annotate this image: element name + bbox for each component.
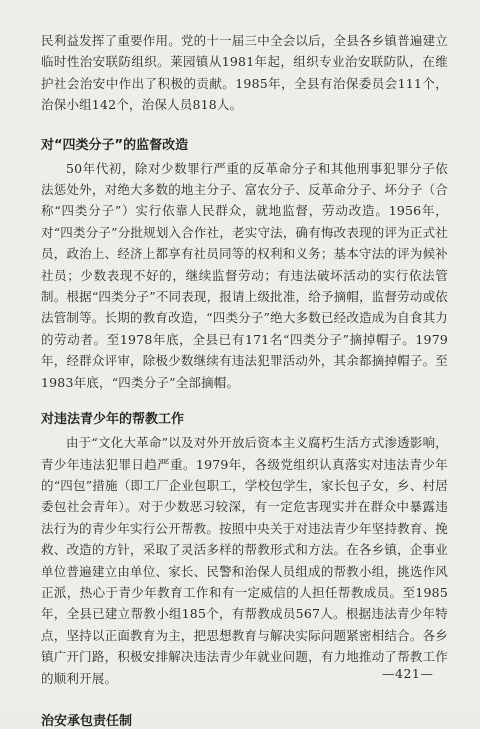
page-content: [41, 30, 448, 729]
heading-public-security-responsibility: 治安承包责任制: [41, 713, 133, 729]
four-types-paragraph: 50年代初，除对少数罪行严重的反革命分子和其他刑事犯罪分子依法惩处外，对绝大多数的地主分子、富农分子、反革命分子、坏分子（合称“四类分子”）实行依靠人民群众，就地监督，劳动改造。1956年，对“四类分子”分批规划入合作社，老实守法，确有悔改表现的评为正式社员，政治上、经济上都享有社员同等的权利和义务；基本守法的评为候补社员；少数表现不好的，继续监督劳动；有违法破坏活动的实行依法管制。根据“四类分子”不同表现，报请上级批准，给予摘帽，监督劳动或依法管制等。长期的教育改造，“四类分子”绝大多数已经改造成为自食其力的劳动者。至1978年底，全县已有171名“四类分子”摘掉帽子。1979年，经群众评审，除极少数继续有违法犯罪活动外，其余都摘掉帽子。至1983年底，“四类分子”全部摘帽。: [41, 160, 448, 390]
intro-paragraph: 民利益发挥了重要作用。党的十一届三中全会以后，全县各乡镇普遍建立临时性治安联防组织。莱园镇从1981年起，组织专业治安联防队，在维护社会治安中作出了积极的贡献。1985年，全县有治保委员会111个，治保小组142个，治保人员818人。: [41, 33, 448, 113]
heading-youth-education: 对违法青少年的帮教工作: [41, 412, 185, 428]
heading-four-types-supervision: 对“四类分子”的监督改造: [41, 137, 189, 153]
page-number: —421—: [382, 666, 434, 681]
youth-education-paragraph: 由于“文化大革命”以及对外开放后资本主义腐朽生活方式渗透影响，青少年违法犯罪日趋严重。1979年，各级党组织认真落实对违法青少年的“四包”措施（即工厂企业包职工，学校包学生，家长包子女，乡、村居委包社会青年）。对于少数恶习较深，有一定危害现实并在群众中暴露违法行为的青少年实行公开帮教。按照中央关于对违法青少年坚持教育、挽救、改造的方针，采取了灵活多样的帮教形式和方法。在各乡镇，企事业单位普遍建立由单位、家长、民警和治保人员组成的帮教小组，挑选作风正派，热心于青少年教育工作和有一定威信的人担任帮教成员。至1985年，全县已建立帮教小组185个，有帮教成员567人。根据违法青少年特点，坚持以正面教育为主，把思想教育与解决实际问题紧密相结合。各乡镇广开门路，积极安排解决违法青少年就业问题，有力地推动了帮教工作的顺利开展。: [41, 435, 448, 686]
